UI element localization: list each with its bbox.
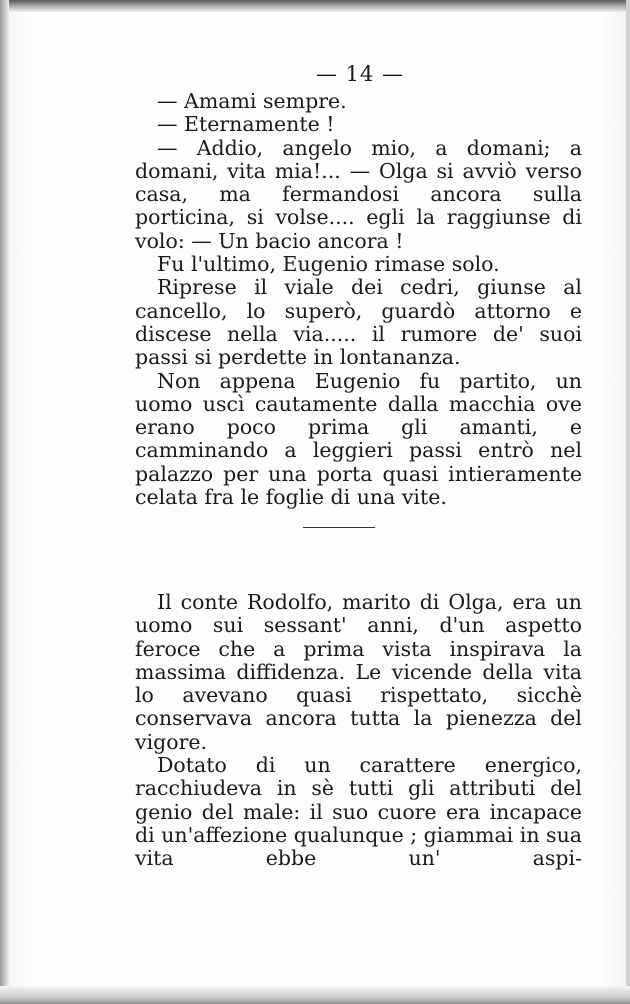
section-separator xyxy=(303,527,375,528)
text-section-2 xyxy=(135,591,582,871)
paragraph: Il conte Rodolfo, marito di Olga, era un uomo sui sessant' anni, d'un aspetto feroce che a prima vista inspirava la massima diffidenza. Le vicende della vita lo avevano quasi rispettato, sicchè conservava ancora tutta la pienezza del vigore. xyxy=(135,590,582,754)
page-top-edge xyxy=(0,0,630,12)
page-right-edge xyxy=(626,0,630,1004)
paragraph: Dotato di un carattere energico, racchiudeva in sè tutti gli attributi del genio del male: il suo cuore era incapace di un'affezione qualunque ; giammai in sua vita ebbe un' aspi- xyxy=(135,753,582,871)
paragraph: — Amami sempre. xyxy=(157,89,347,113)
paragraph: — Eternamente ! xyxy=(157,112,335,137)
paragraph: Riprese il viale dei cedri, giunse al cancello, lo superò, guardò attorno e discese nella via..... il rumore de' suoi passi si perdette in lontananza. xyxy=(135,275,582,370)
page-left-edge xyxy=(0,0,9,1004)
page-number: — 14 — xyxy=(315,62,405,86)
text-section-1 xyxy=(135,90,582,509)
paragraph: Non appena Eugenio fu partito, un uomo uscì cautamente dalla macchia ove erano poco prima gli amanti, e camminando a leggieri passi entrò nel palazzo per una porta quasi intieramente celata fra le foglie di una vite. xyxy=(135,368,582,510)
paragraph: — Addio, angelo mio, a domani; a domani, vita mia!... — Olga si avviò verso casa, ma fermandosi ancora sulla porticina, si volse.... egli la raggiunse di volo: — Un bacio ancora ! xyxy=(135,135,582,253)
page-bottom-edge xyxy=(0,986,630,1004)
paragraph: Fu l'ultimo, Eugenio rimase solo. xyxy=(157,252,500,277)
